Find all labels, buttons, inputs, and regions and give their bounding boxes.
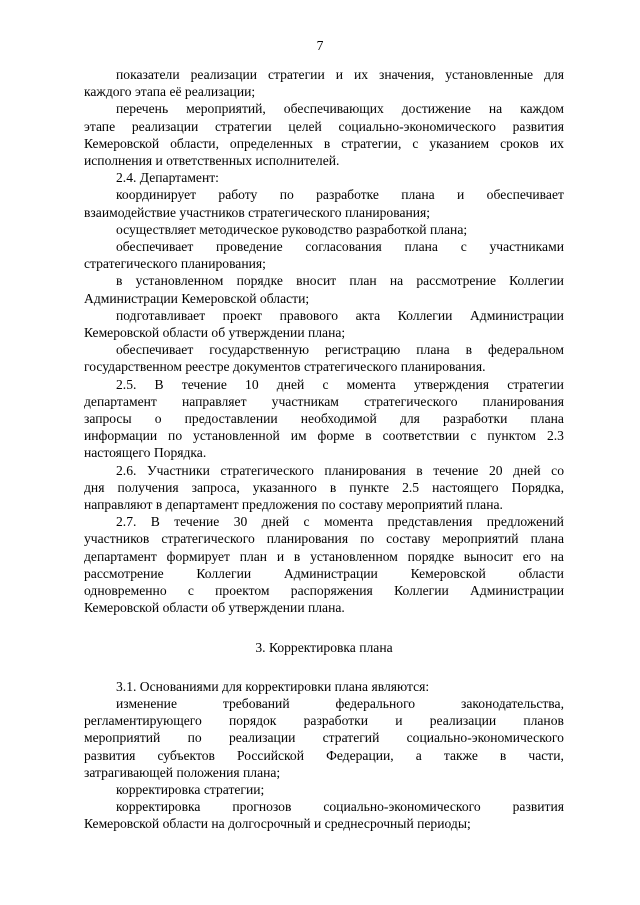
text-line: рассмотрение Коллегии Администрации Кемеровской области <box>84 565 564 581</box>
section-3-text <box>84 678 564 833</box>
section-heading: 3. Корректировка плана <box>255 639 393 655</box>
paragraph <box>84 513 564 616</box>
text-line: 2.5. В течение 10 дней с момента утверждения стратегии <box>116 376 564 392</box>
paragraph <box>84 66 564 100</box>
text-line: 2.4. Департамент: <box>116 170 219 186</box>
text-line: мероприятий по реализации стратегий социально-экономического <box>84 730 564 746</box>
text-line: департамент направляет участникам стратегического планирования <box>84 393 564 409</box>
text-line: затрагивающей положения плана; <box>84 764 281 780</box>
paragraph <box>84 169 564 186</box>
text-line: показатели реализации стратегии и их значения, установленные для <box>116 67 564 82</box>
text-line: одновременно с проектом распоряжения Коллегии Администрации <box>84 583 564 599</box>
text-line: департамент формирует план и в установленном порядке выносит его на <box>84 548 564 564</box>
paragraph <box>84 100 564 169</box>
text-line: настоящего Порядка. <box>84 445 207 461</box>
paragraph <box>84 186 564 220</box>
text-line: Администрации Кемеровской области; <box>84 290 310 306</box>
text-line: обеспечивает государственную регистрацию плана в федеральном <box>116 342 564 358</box>
text-line: государственном реестре документов стратегического планирования. <box>84 359 486 375</box>
text-line: координирует работу по разработке плана и обеспечивает <box>116 187 564 203</box>
text-line: в установленном порядке вносит план на рассмотрение Коллегии <box>116 273 564 289</box>
text-line: исполнения и ответственных исполнителей. <box>84 153 340 169</box>
text-line: 2.6. Участники стратегического планирования в течение 20 дней со <box>116 462 564 478</box>
paragraph <box>84 307 564 341</box>
text-line: перечень мероприятий, обеспечивающих достижение на каждом <box>116 101 564 117</box>
text-line: регламентирующего порядок разработки и реализации планов <box>84 713 564 729</box>
text-line: развития субъектов Российской Федерации, а также в части, <box>84 747 564 763</box>
text-line: изменение требований федерального законодательства, <box>116 695 564 711</box>
page-number: 7 <box>316 38 324 53</box>
paragraph <box>84 341 564 375</box>
text-line: направляют в департамент предложения по составу мероприятий плана. <box>84 497 503 513</box>
text-line: Кемеровской области об утверждении плана; <box>84 325 346 341</box>
text-line: обеспечивает проведение согласования плана с участниками <box>116 239 564 255</box>
text-line: стратегического планирования; <box>84 256 266 272</box>
text-line: корректировка прогнозов социально-экономического развития <box>116 799 564 815</box>
text-line: каждого этапа её реализации; <box>84 84 256 100</box>
document-body <box>84 66 564 833</box>
paragraph <box>84 462 564 514</box>
text-line: Кемеровской области на долгосрочный и среднесрочный периоды; <box>84 816 471 832</box>
text-line: 2.7. В течение 30 дней с момента представления предложений <box>116 514 564 530</box>
text-line: дня получения запроса, указанного в пункте 2.5 настоящего Порядка, <box>84 479 564 495</box>
text-line: подготавливает проект правового акта Коллегии Администрации <box>116 307 564 323</box>
paragraph <box>84 221 564 238</box>
text-line: осуществляет методическое руководство разработкой плана; <box>116 221 468 237</box>
text-line: взаимодействие участников стратегического планирования; <box>84 204 431 220</box>
text-line: этапе реализации стратегии целей социально-экономического развития <box>84 118 564 134</box>
paragraph <box>84 376 564 462</box>
paragraph <box>84 272 564 306</box>
paragraph <box>84 781 564 798</box>
paragraph <box>84 238 564 272</box>
paragraph <box>84 798 564 832</box>
text-line: корректировка стратегии; <box>116 781 265 797</box>
text-line: 3.1. Основаниями для корректировки плана являются: <box>116 678 430 694</box>
paragraph <box>84 695 564 781</box>
text-line: Кемеровской области об утверждении плана. <box>84 600 345 616</box>
text-line: Кемеровской области, определенных в стратегии, с указанием сроков их <box>84 135 564 151</box>
section-2-text <box>84 66 564 617</box>
text-line: запросы о предоставлении необходимой для разработки плана <box>84 411 564 427</box>
text-line: информации по установленной им форме в соответствии с пунктом 2.3 <box>84 428 564 444</box>
paragraph <box>84 678 564 695</box>
text-line: участников стратегического планирования по составу мероприятий плана <box>84 531 564 547</box>
